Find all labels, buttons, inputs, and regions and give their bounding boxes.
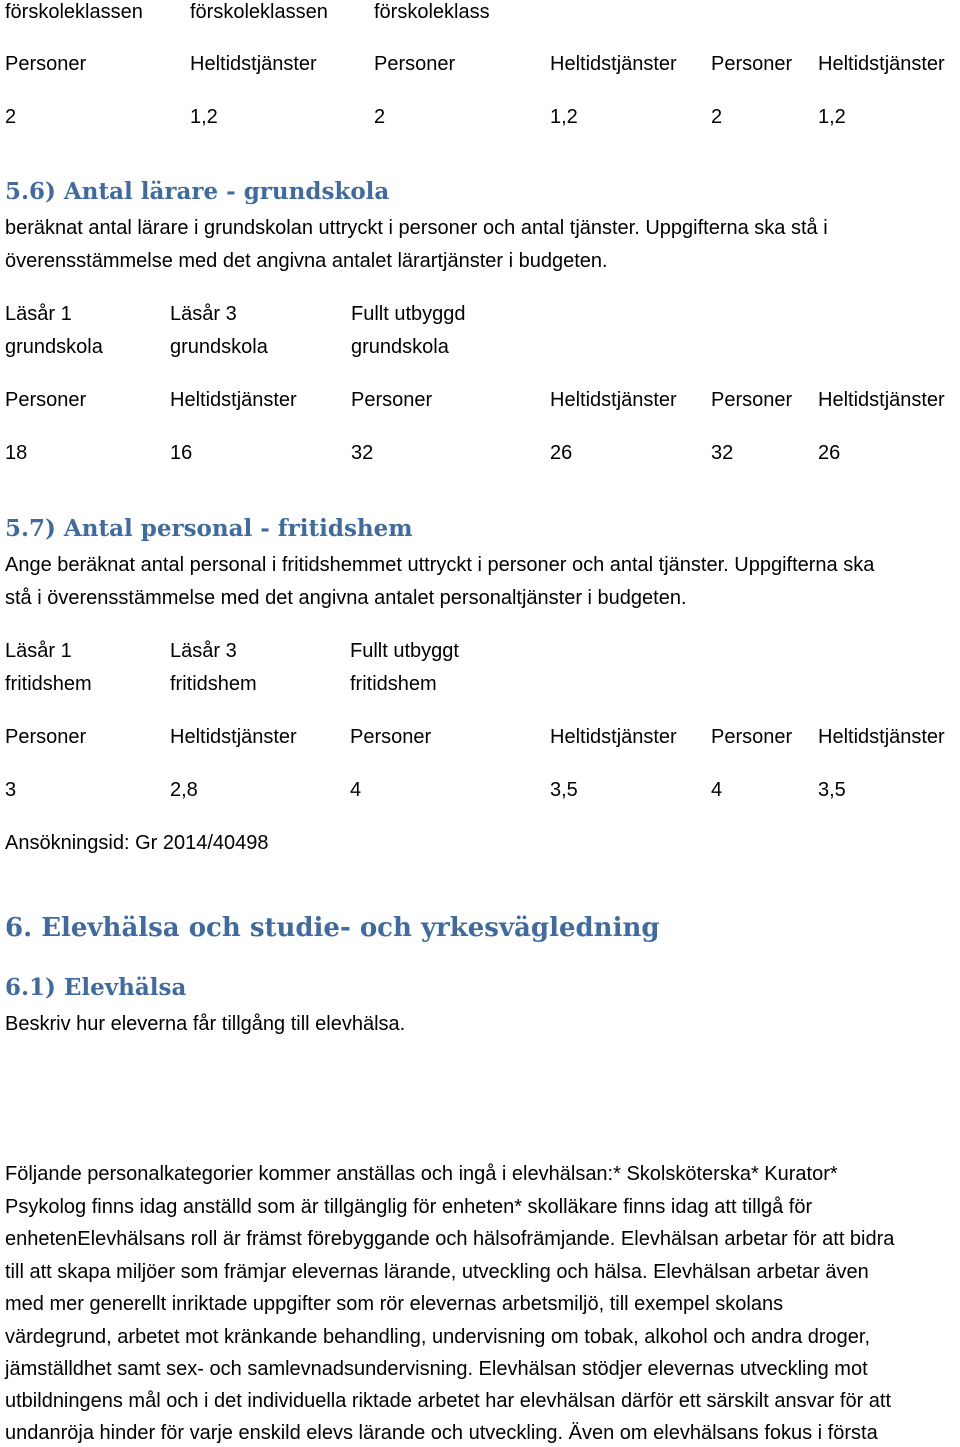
table-value-cell: 1,2 xyxy=(818,106,846,128)
answer-line: med mer generellt inriktade uppgifter som rör elevernas arbetsmiljö, till exempel skolans xyxy=(5,1293,784,1315)
table-subheader-cell: Personer xyxy=(5,726,87,748)
table-header-cell: grundskola xyxy=(170,336,268,358)
table-header-cell: Läsår 3 xyxy=(170,303,237,325)
table-header-cell: Läsår 3 xyxy=(170,640,237,662)
table-value-cell: 16 xyxy=(170,442,193,464)
section-description-line: stå i överensstämmelse med det angivna antalet personaltjänster i budgeten. xyxy=(5,587,687,609)
answer-line: undanröja hinder för varje enskild elevs lärande och utveckling. Även om elevhälsans fokus i första xyxy=(5,1422,878,1444)
section-description-line: beräknat antal lärare i grundskolan uttryckt i personer och antal tjänster. Uppgifterna ska stå i xyxy=(5,217,828,239)
table-subheader-cell: Personer xyxy=(351,389,433,411)
table-header-cell: förskoleklassen xyxy=(190,1,328,23)
section-description-line: överensstämmelse med det angivna antalet lärartjänster i budgeten. xyxy=(5,250,608,272)
table-header-cell: förskoleklass xyxy=(374,1,490,23)
table-value-cell: 3,5 xyxy=(818,779,846,801)
table-header-cell: Fullt utbyggd xyxy=(351,303,466,325)
table-subheader-cell: Heltidstjänster xyxy=(550,726,677,748)
table-header-cell: förskoleklassen xyxy=(5,1,143,23)
table-header-cell: Läsår 1 xyxy=(5,303,72,325)
table-header-cell: fritidshem xyxy=(170,673,257,695)
section-heading-student-health: 6. Elevhälsa och studie- och yrkesvägledning xyxy=(5,913,660,943)
answer-line: värdegrund, arbetet mot kränkande behandling, undervisning om tobak, alkohol och andra droger, xyxy=(5,1326,871,1348)
table-value-cell: 2 xyxy=(5,106,17,128)
question-text: Beskriv hur eleverna får tillgång till elevhälsa. xyxy=(5,1013,406,1035)
table-subheader-cell: Personer xyxy=(711,53,793,75)
table-value-cell: 2 xyxy=(711,106,723,128)
table-subheader-cell: Personer xyxy=(711,726,793,748)
section-description-line: Ange beräknat antal personal i fritidshemmet uttryckt i personer och antal tjänster. Uppgifterna ska xyxy=(5,554,875,576)
table-header-cell: fritidshem xyxy=(5,673,92,695)
answer-line: jämställdhet samt sex- och samlevnadsundervisning. Elevhälsan stödjer elevernas utveckling mot xyxy=(5,1358,868,1380)
table-subheader-cell: Heltidstjänster xyxy=(818,389,945,411)
table-subheader-cell: Heltidstjänster xyxy=(818,53,945,75)
answer-line: Psykolog finns idag anställd som är tillgänglig för enheten* skolläkare finns idag att tillgå för xyxy=(5,1196,813,1218)
table-subheader-cell: Personer xyxy=(711,389,793,411)
table-value-cell: 4 xyxy=(350,779,362,801)
table-value-cell: 3,5 xyxy=(550,779,578,801)
table-value-cell: 1,2 xyxy=(190,106,218,128)
table-subheader-cell: Heltidstjänster xyxy=(190,53,317,75)
table-header-cell: grundskola xyxy=(5,336,103,358)
section-heading-staff: 5.7) Antal personal - fritidshem xyxy=(5,515,413,542)
table-value-cell: 2 xyxy=(374,106,386,128)
table-header-cell: grundskola xyxy=(351,336,449,358)
table-subheader-cell: Heltidstjänster xyxy=(550,53,677,75)
answer-line: Följande personalkategorier kommer anställas och ingå i elevhälsan:* Skolsköterska* Kurator* xyxy=(5,1163,838,1185)
table-subheader-cell: Heltidstjänster xyxy=(170,726,297,748)
table-subheader-cell: Heltidstjänster xyxy=(818,726,945,748)
table-subheader-cell: Personer xyxy=(5,53,87,75)
table-value-cell: 18 xyxy=(5,442,28,464)
table-header-cell: fritidshem xyxy=(350,673,437,695)
table-value-cell: 4 xyxy=(711,779,723,801)
table-subheader-cell: Heltidstjänster xyxy=(170,389,297,411)
table-value-cell: 3 xyxy=(5,779,17,801)
table-subheader-cell: Personer xyxy=(350,726,432,748)
answer-line: enhetenElevhälsans roll är främst förebyggande och hälsofrämjande. Elevhälsan arbetar för att bidra xyxy=(5,1228,895,1250)
table-value-cell: 26 xyxy=(818,442,841,464)
table-value-cell: 32 xyxy=(711,442,734,464)
table-subheader-cell: Personer xyxy=(374,53,456,75)
subsection-heading-student-health: 6.1) Elevhälsa xyxy=(5,974,187,1001)
answer-line: till att skapa miljöer som främjar elevernas lärande, utveckling och hälsa. Elevhälsan arbetar även xyxy=(5,1261,869,1283)
table-value-cell: 2,8 xyxy=(170,779,198,801)
table-value-cell: 1,2 xyxy=(550,106,578,128)
application-id: Ansökningsid: Gr 2014/40498 xyxy=(5,832,269,854)
answer-line: utbildningens mål och i det individuella riktade arbetet har elevhälsan därför ett särskilt ansvar för att xyxy=(5,1390,892,1412)
table-value-cell: 26 xyxy=(550,442,573,464)
section-heading-teachers: 5.6) Antal lärare - grundskola xyxy=(5,178,390,205)
table-value-cell: 32 xyxy=(351,442,374,464)
table-header-cell: Läsår 1 xyxy=(5,640,72,662)
table-header-cell: Fullt utbyggt xyxy=(350,640,459,662)
table-subheader-cell: Personer xyxy=(5,389,87,411)
table-subheader-cell: Heltidstjänster xyxy=(550,389,677,411)
